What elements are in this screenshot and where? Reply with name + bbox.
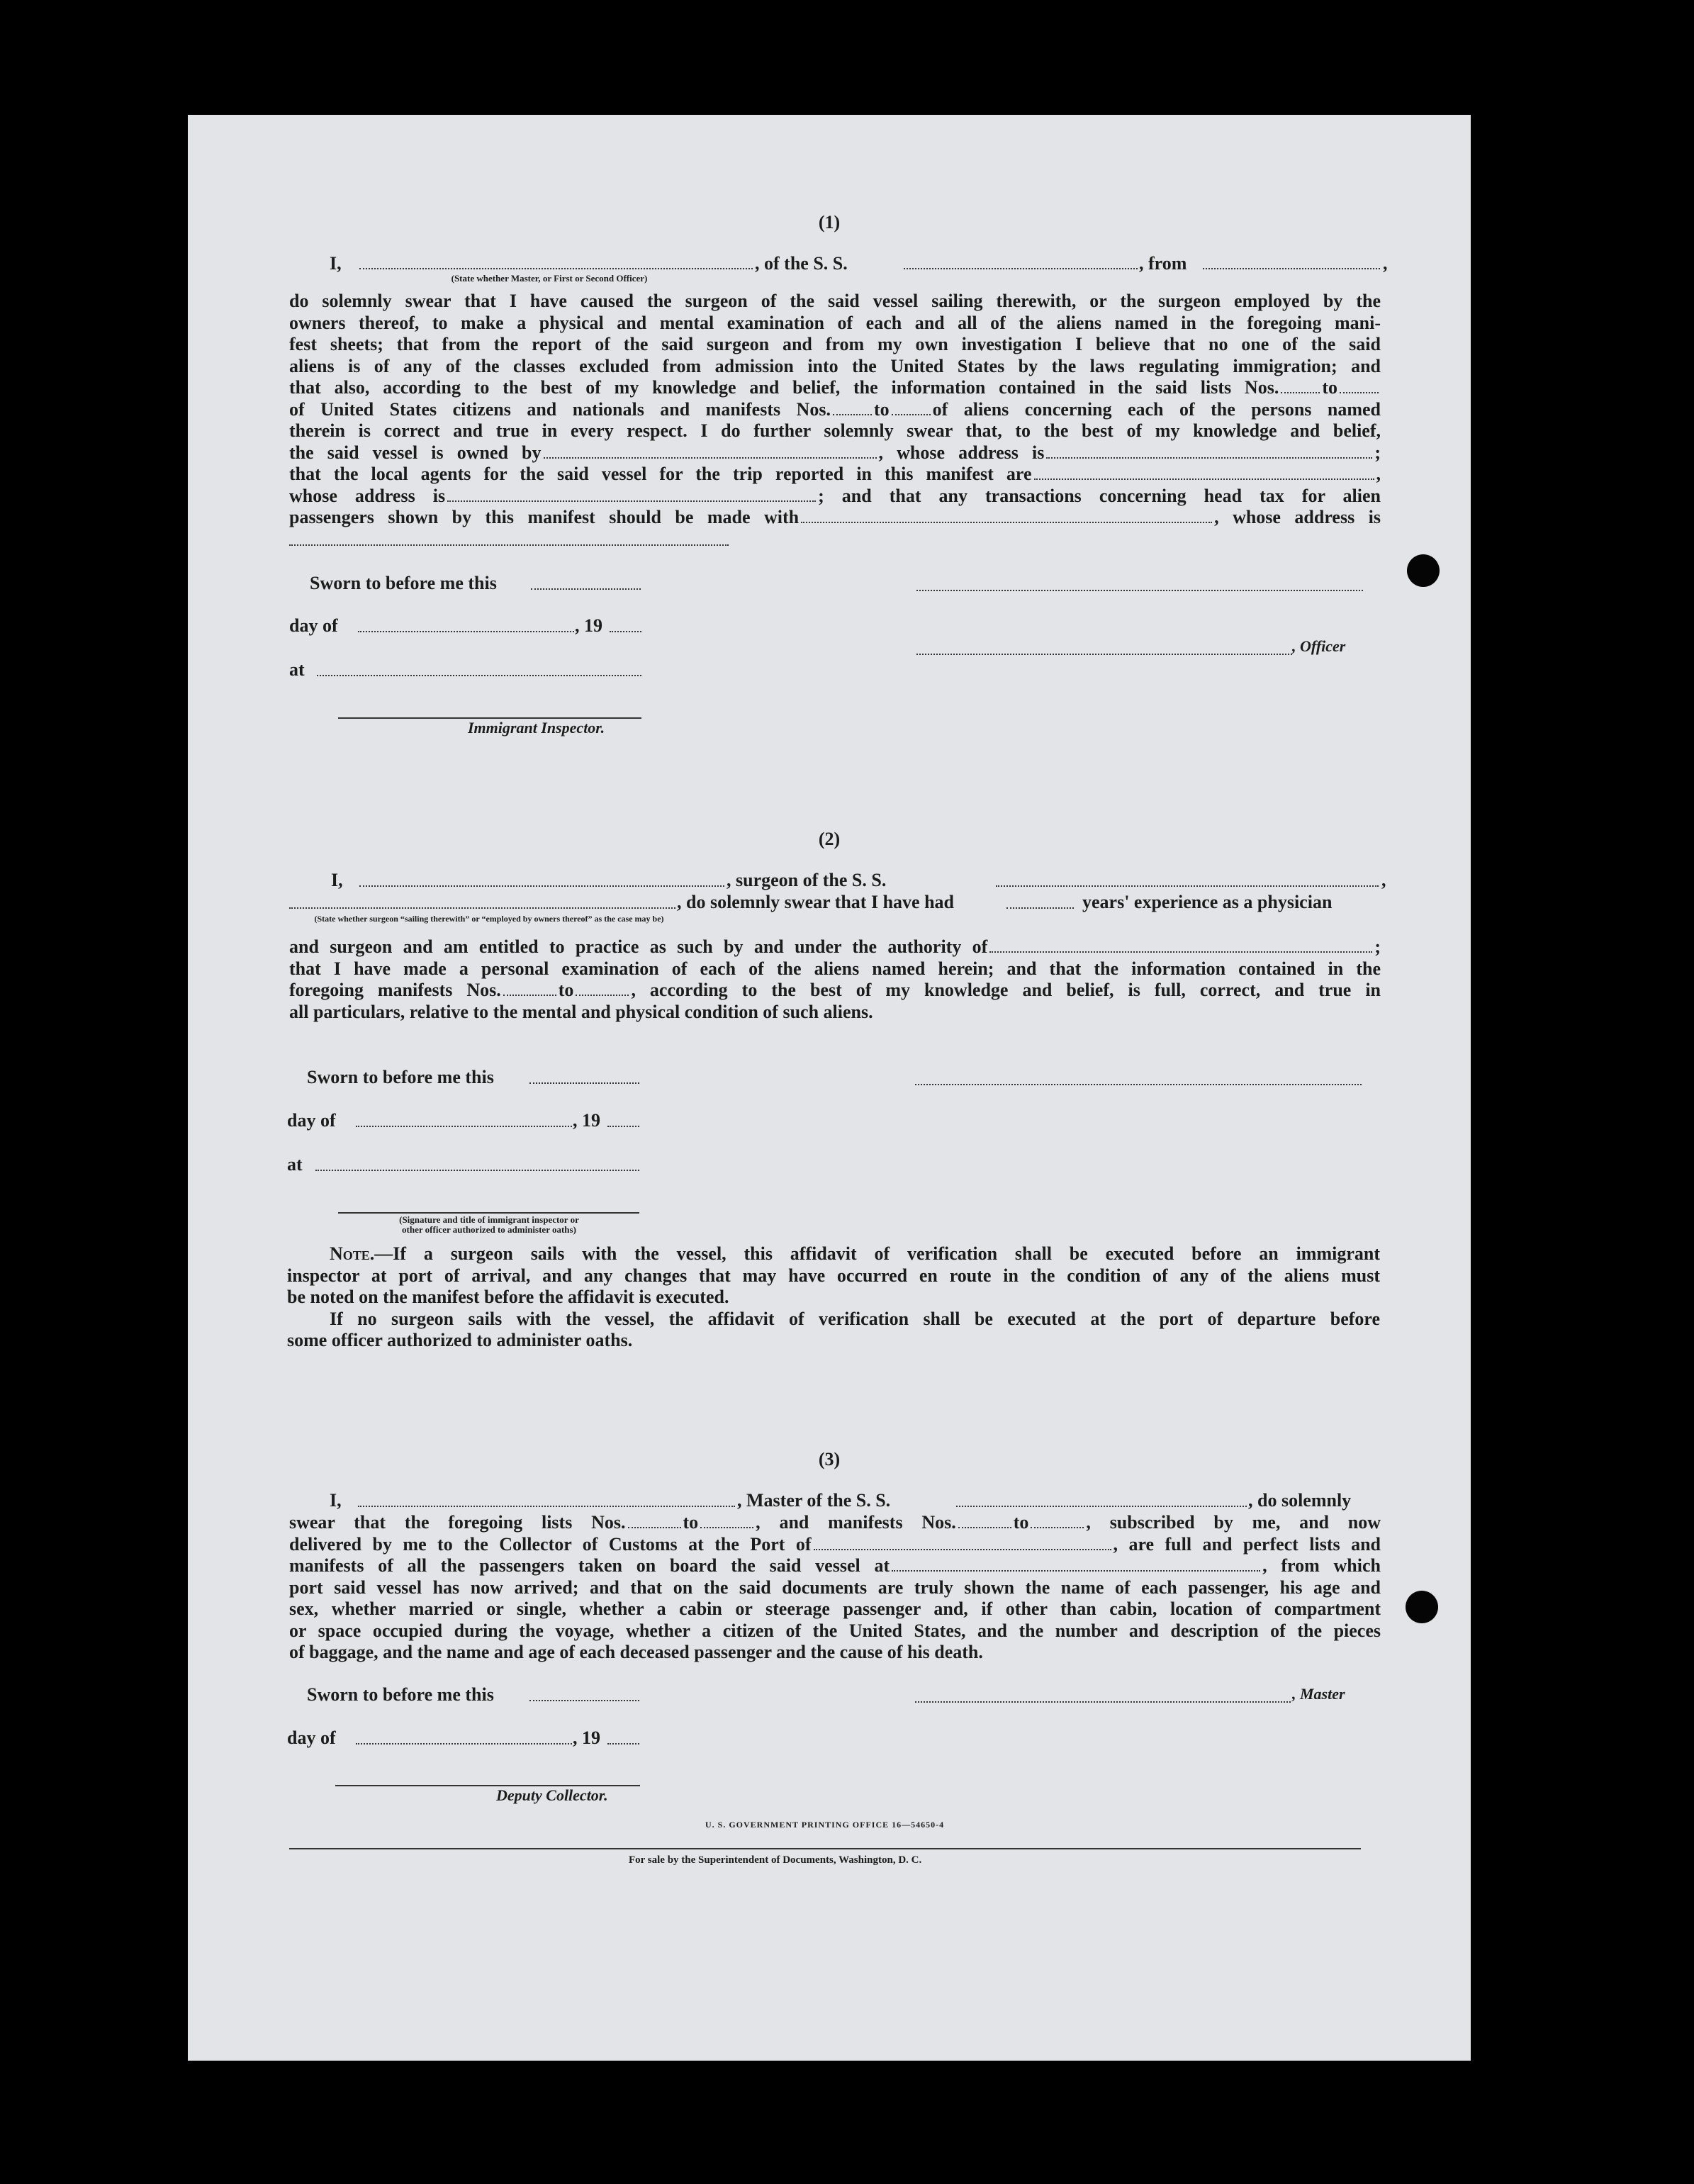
s1-at-label: at: [289, 659, 305, 680]
form-page: [188, 115, 1471, 2061]
s2-line: all particulars, relative to the mental and physical condition of such aliens.: [289, 1001, 873, 1022]
note-line: Note.—If a surgeon sails with the vessel, this affidavit of verification shall be executed before an immigrant: [330, 1243, 1380, 1264]
s1-lists-to-field[interactable]: [1340, 378, 1379, 393]
s2-signature-caption: (Signature and title of immigrant inspector or other officer authorized to administer oaths): [399, 1214, 579, 1235]
s3-year-field[interactable]: [607, 1743, 639, 1745]
s2-signature-line[interactable]: [338, 1212, 639, 1214]
s1-year-field[interactable]: [610, 631, 641, 632]
s2-day-of-label: day of: [287, 1110, 336, 1131]
s2-surgeon-of-label: , surgeon of the S. S.: [727, 870, 887, 890]
s1-line: do solemnly swear that I have caused the surgeon of the said vessel sailing therewith, or the surgeon employed by the: [289, 291, 1381, 311]
s2-surgeon-signature-field[interactable]: [915, 1084, 1362, 1085]
s1-inspector-caption: Immigrant Inspector.: [468, 719, 605, 737]
s3-day-of-label: day of: [287, 1727, 336, 1748]
footer-rule: [289, 1848, 1361, 1849]
section-3-body: [289, 1512, 1381, 1664]
s3-manifests-to-field[interactable]: [1031, 1513, 1084, 1528]
s1-line: that also, according to the best of my knowledge and belief, the information contained in the said lists Nos. to: [289, 377, 1381, 399]
s1-line: therein is correct and true in every respect. I do further solemnly swear that, to the best of my knowledge and belief,: [289, 420, 1381, 441]
section-2-note: [287, 1243, 1380, 1352]
s1-agents-address-field[interactable]: [447, 486, 816, 502]
s1-head-tax-field[interactable]: [801, 508, 1212, 523]
note-line: some officer authorized to administer oaths.: [287, 1330, 633, 1350]
s2-month-field[interactable]: [356, 1126, 572, 1127]
s1-officer-signature-field[interactable]: [916, 590, 1363, 591]
s3-solemnly-label: , do solemnly: [1248, 1490, 1352, 1511]
s2-surgeon-status-field[interactable]: [289, 907, 675, 909]
s1-lists-from-field[interactable]: [1281, 378, 1320, 393]
punch-hole-bottom: [1406, 1591, 1438, 1623]
s2-years-field[interactable]: [1006, 907, 1074, 909]
s1-manifests-from-field[interactable]: [833, 400, 872, 415]
s2-l1-comma: ,: [1381, 870, 1386, 890]
s1-officer-name-field[interactable]: [359, 268, 753, 269]
s2-sworn-day-field[interactable]: [529, 1082, 639, 1084]
section-2-number: (2): [818, 829, 841, 849]
s2-line: that I have made a personal examination of each of the aliens named herein; and that the information contained in the: [289, 958, 1381, 979]
s2-manifests-to-field[interactable]: [576, 980, 629, 996]
s2-i-label: I,: [331, 870, 343, 890]
s3-master-name-field[interactable]: [358, 1506, 735, 1507]
s2-sworn-label: Sworn to before me this: [307, 1067, 494, 1087]
s2-at-field[interactable]: [315, 1170, 639, 1171]
s2-year-label: , 19: [573, 1110, 600, 1131]
s3-line: of baggage, and the name and age of each deceased passenger and the cause of his death.: [289, 1642, 983, 1662]
s1-at-field[interactable]: [317, 675, 641, 676]
s1-owner-address-field[interactable]: [1046, 443, 1372, 459]
s2-year-field[interactable]: [607, 1126, 639, 1127]
note-line: inspector at port of arrival, and any changes that may have occurred en route in the condition of any of the aliens must: [287, 1265, 1380, 1286]
s1-from-label: , from: [1139, 253, 1187, 274]
note-label: Note.: [330, 1243, 375, 1264]
s1-sworn-day-field[interactable]: [531, 588, 641, 590]
s1-line: whose address is ; and that any transactions concerning head tax for alien: [289, 485, 1381, 506]
s3-line: manifests of all the passengers taken on board the said vessel at , from which: [289, 1555, 1381, 1576]
s3-master-caption: , Master: [1292, 1685, 1345, 1703]
s3-month-field[interactable]: [356, 1743, 572, 1745]
s1-manifests-to-field[interactable]: [892, 400, 931, 415]
s2-manifests-from-field[interactable]: [503, 980, 556, 996]
printing-office-imprint: U. S. GOVERNMENT PRINTING OFFICE 16—54650-4: [705, 1820, 945, 1830]
note-line: If no surgeon sails with the vessel, the affidavit of verification shall be executed at the port of departure before: [330, 1308, 1380, 1329]
s1-line: passengers shown by this manifest should be made with , whose address is: [289, 507, 1381, 527]
s1-line: the said vessel is owned by , whose address is ;: [289, 442, 1381, 463]
s2-vessel-field[interactable]: [996, 885, 1379, 887]
s2-line: foregoing manifests Nos. to , according to the best of my knowledge and belief, is full, correct, and true in: [289, 980, 1381, 1000]
section-2-body: [289, 936, 1381, 1023]
s1-sworn-label: Sworn to before me this: [310, 573, 497, 593]
s1-of-ss-label: , of the S. S.: [755, 253, 848, 274]
s3-manifests-from-field[interactable]: [958, 1513, 1011, 1528]
s3-sworn-day-field[interactable]: [529, 1700, 639, 1701]
s2-surgeon-name-field[interactable]: [359, 885, 724, 887]
s2-years-label: years' experience as a physician: [1082, 892, 1333, 912]
note-line: be noted on the manifest before the affidavit is executed.: [287, 1287, 729, 1307]
s3-port-field[interactable]: [814, 1535, 1111, 1550]
s1-line: owners thereof, to make a physical and mental examination of each and all of the aliens named in the foregoing mani-: [289, 312, 1381, 333]
s1-line-end-comma: ,: [1383, 253, 1388, 274]
s2-line: and surgeon and am entitled to practice as such by and under the authority of ;: [289, 936, 1381, 957]
s1-vessel-name-field[interactable]: [904, 268, 1138, 269]
s1-officer-title-field[interactable]: [916, 654, 1292, 655]
s2-surgeon-caption: (State whether surgeon “sailing therewith” or “employed by owners thereof” as the case may be): [314, 914, 664, 924]
s3-line: sex, whether married or single, whether a cabin or steerage passenger and, if other than cabin, location of compartment: [289, 1598, 1381, 1619]
s1-line: that the local agents for the said vessel for the trip reported in this manifest are ,: [289, 464, 1381, 484]
section-1-number: (1): [818, 212, 841, 233]
s1-month-field[interactable]: [358, 631, 574, 632]
s1-i-label: I,: [330, 253, 342, 274]
s1-line: fest sheets; that from the report of the said surgeon and from my own investigation I believe that no one of the said: [289, 334, 1381, 354]
s3-vessel-field[interactable]: [956, 1506, 1247, 1507]
s2-swear-label: , do solemnly swear that I have had: [677, 892, 955, 912]
s1-owner-field[interactable]: [544, 443, 877, 459]
section-3-number: (3): [818, 1449, 841, 1469]
s1-officer-caption: (State whether Master, or First or Second Officer): [451, 273, 648, 284]
s3-master-of-label: , Master of the S. S.: [737, 1490, 891, 1511]
s3-lists-to-field[interactable]: [700, 1513, 753, 1528]
s1-from-field[interactable]: [1203, 268, 1380, 269]
s3-line: swear that the foregoing lists Nos. to , and manifests Nos. to , subscribed by me, and now: [289, 1512, 1381, 1533]
s3-year-label: , 19: [573, 1727, 600, 1748]
s3-line: port said vessel has now arrived; and that on the said documents are truly shown the name of each passenger, his age and: [289, 1577, 1381, 1598]
s3-deputy-caption: Deputy Collector.: [496, 1786, 608, 1804]
s3-master-signature-field[interactable]: [915, 1701, 1291, 1703]
s1-year-label: , 19: [575, 615, 602, 636]
s3-i-label: I,: [330, 1490, 342, 1511]
s1-officer-caption-label: , Officer: [1292, 637, 1346, 655]
s2-authority-field[interactable]: [989, 937, 1372, 953]
punch-hole-top: [1407, 554, 1440, 587]
section-1-body: [289, 291, 1381, 529]
s1-head-tax-address-field[interactable]: [289, 544, 729, 546]
s1-agents-field[interactable]: [1034, 464, 1374, 480]
s1-day-of-label: day of: [289, 615, 338, 636]
s3-line: or space occupied during the voyage, whether a citizen of the United States, and the number and description of the pieces: [289, 1620, 1381, 1641]
s2-at-label: at: [287, 1154, 303, 1175]
s1-line: of United States citizens and nationals and manifests Nos. to of aliens concerning each of the persons named: [289, 398, 1381, 420]
s3-sworn-label: Sworn to before me this: [307, 1684, 494, 1705]
sale-notice: For sale by the Superintendent of Documents, Washington, D. C.: [629, 1854, 922, 1866]
s3-boarding-port-field[interactable]: [892, 1556, 1260, 1572]
s3-lists-from-field[interactable]: [628, 1513, 681, 1528]
s3-line: delivered by me to the Collector of Customs at the Port of , are full and perfect lists and: [289, 1533, 1381, 1555]
s1-line: aliens is of any of the classes excluded from admission into the United States by the laws regulating immigration; and: [289, 355, 1381, 376]
